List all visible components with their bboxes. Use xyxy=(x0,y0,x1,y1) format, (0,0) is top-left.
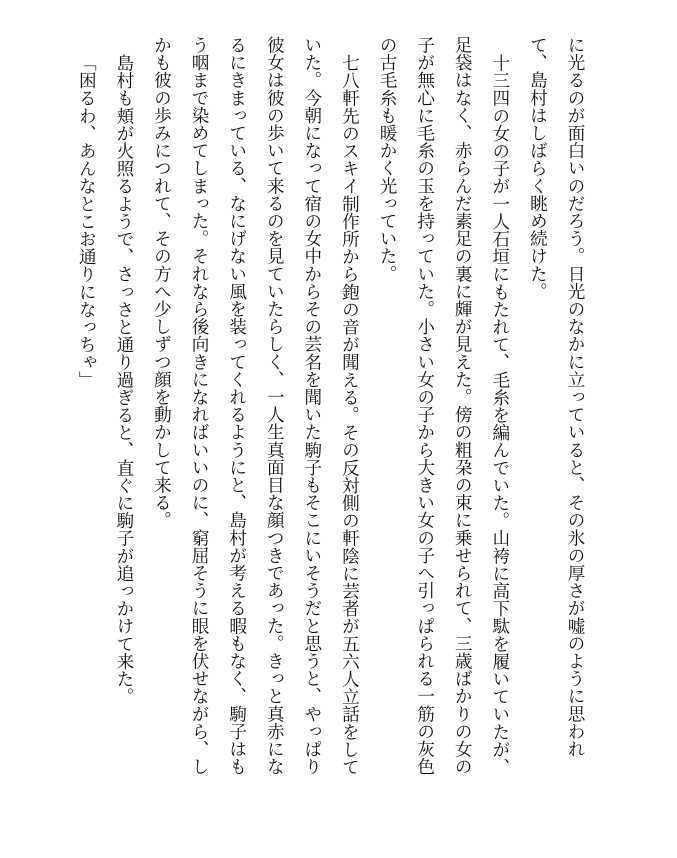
paragraph-komako-dialogue: 「困るわ、あんなとこお通りになっちゃ」 xyxy=(76,53,97,388)
paragraph-girl-knitting: 十三四の女の子が一人石垣にもたれて、毛糸を編んでいた。山袴に高下駄を履いていたが、足袋はなく、赤らんだ素足の裏に皹が見えた。傍の粗朶の束に乗せられて、三歳ばかりの女の子が無心に毛糸の玉を持っていた。小さい女の子から大きい女の子へ引っぱられる一筋の灰色の古毛糸も暖かく光っていた。 xyxy=(377,36,510,776)
vertical-text-column-block xyxy=(73,36,593,786)
paragraph-geisha-street: 七八軒先のスキイ制作所から鉋の音が聞える。その反対側の軒陰に芸者が五六人立話をしていた。今朝になって宿の女中からその芸名を聞いた駒子もそこにいそうだと思うと、やっぱり彼女は彼の歩いて来るのを見ていたらしく、一人生真面目な顔つきであった。きっと真赤になるにきまっている、なにげない風を装ってくれるようにと、島村が考える暇もなく、駒子はもう咽まで染めてしまった。それなら後向きになればいいのに、窮屈そうに眼を伏せながら、しかも彼の歩みにつれて、その方へ少しずつ顔を動かして来る。 xyxy=(151,36,360,776)
paragraph-sunlight-ice: に光るのが面白いのだろう。日光のなかに立っていると、その氷の厚さが嘘のように思われて、島村はしばらく眺め続けた。 xyxy=(527,36,585,758)
paragraph-shimamura-passes: 島村も頬が火照るようで、さっさと通り過ぎると、直ぐに駒子が追っかけて来た。 xyxy=(113,53,134,705)
